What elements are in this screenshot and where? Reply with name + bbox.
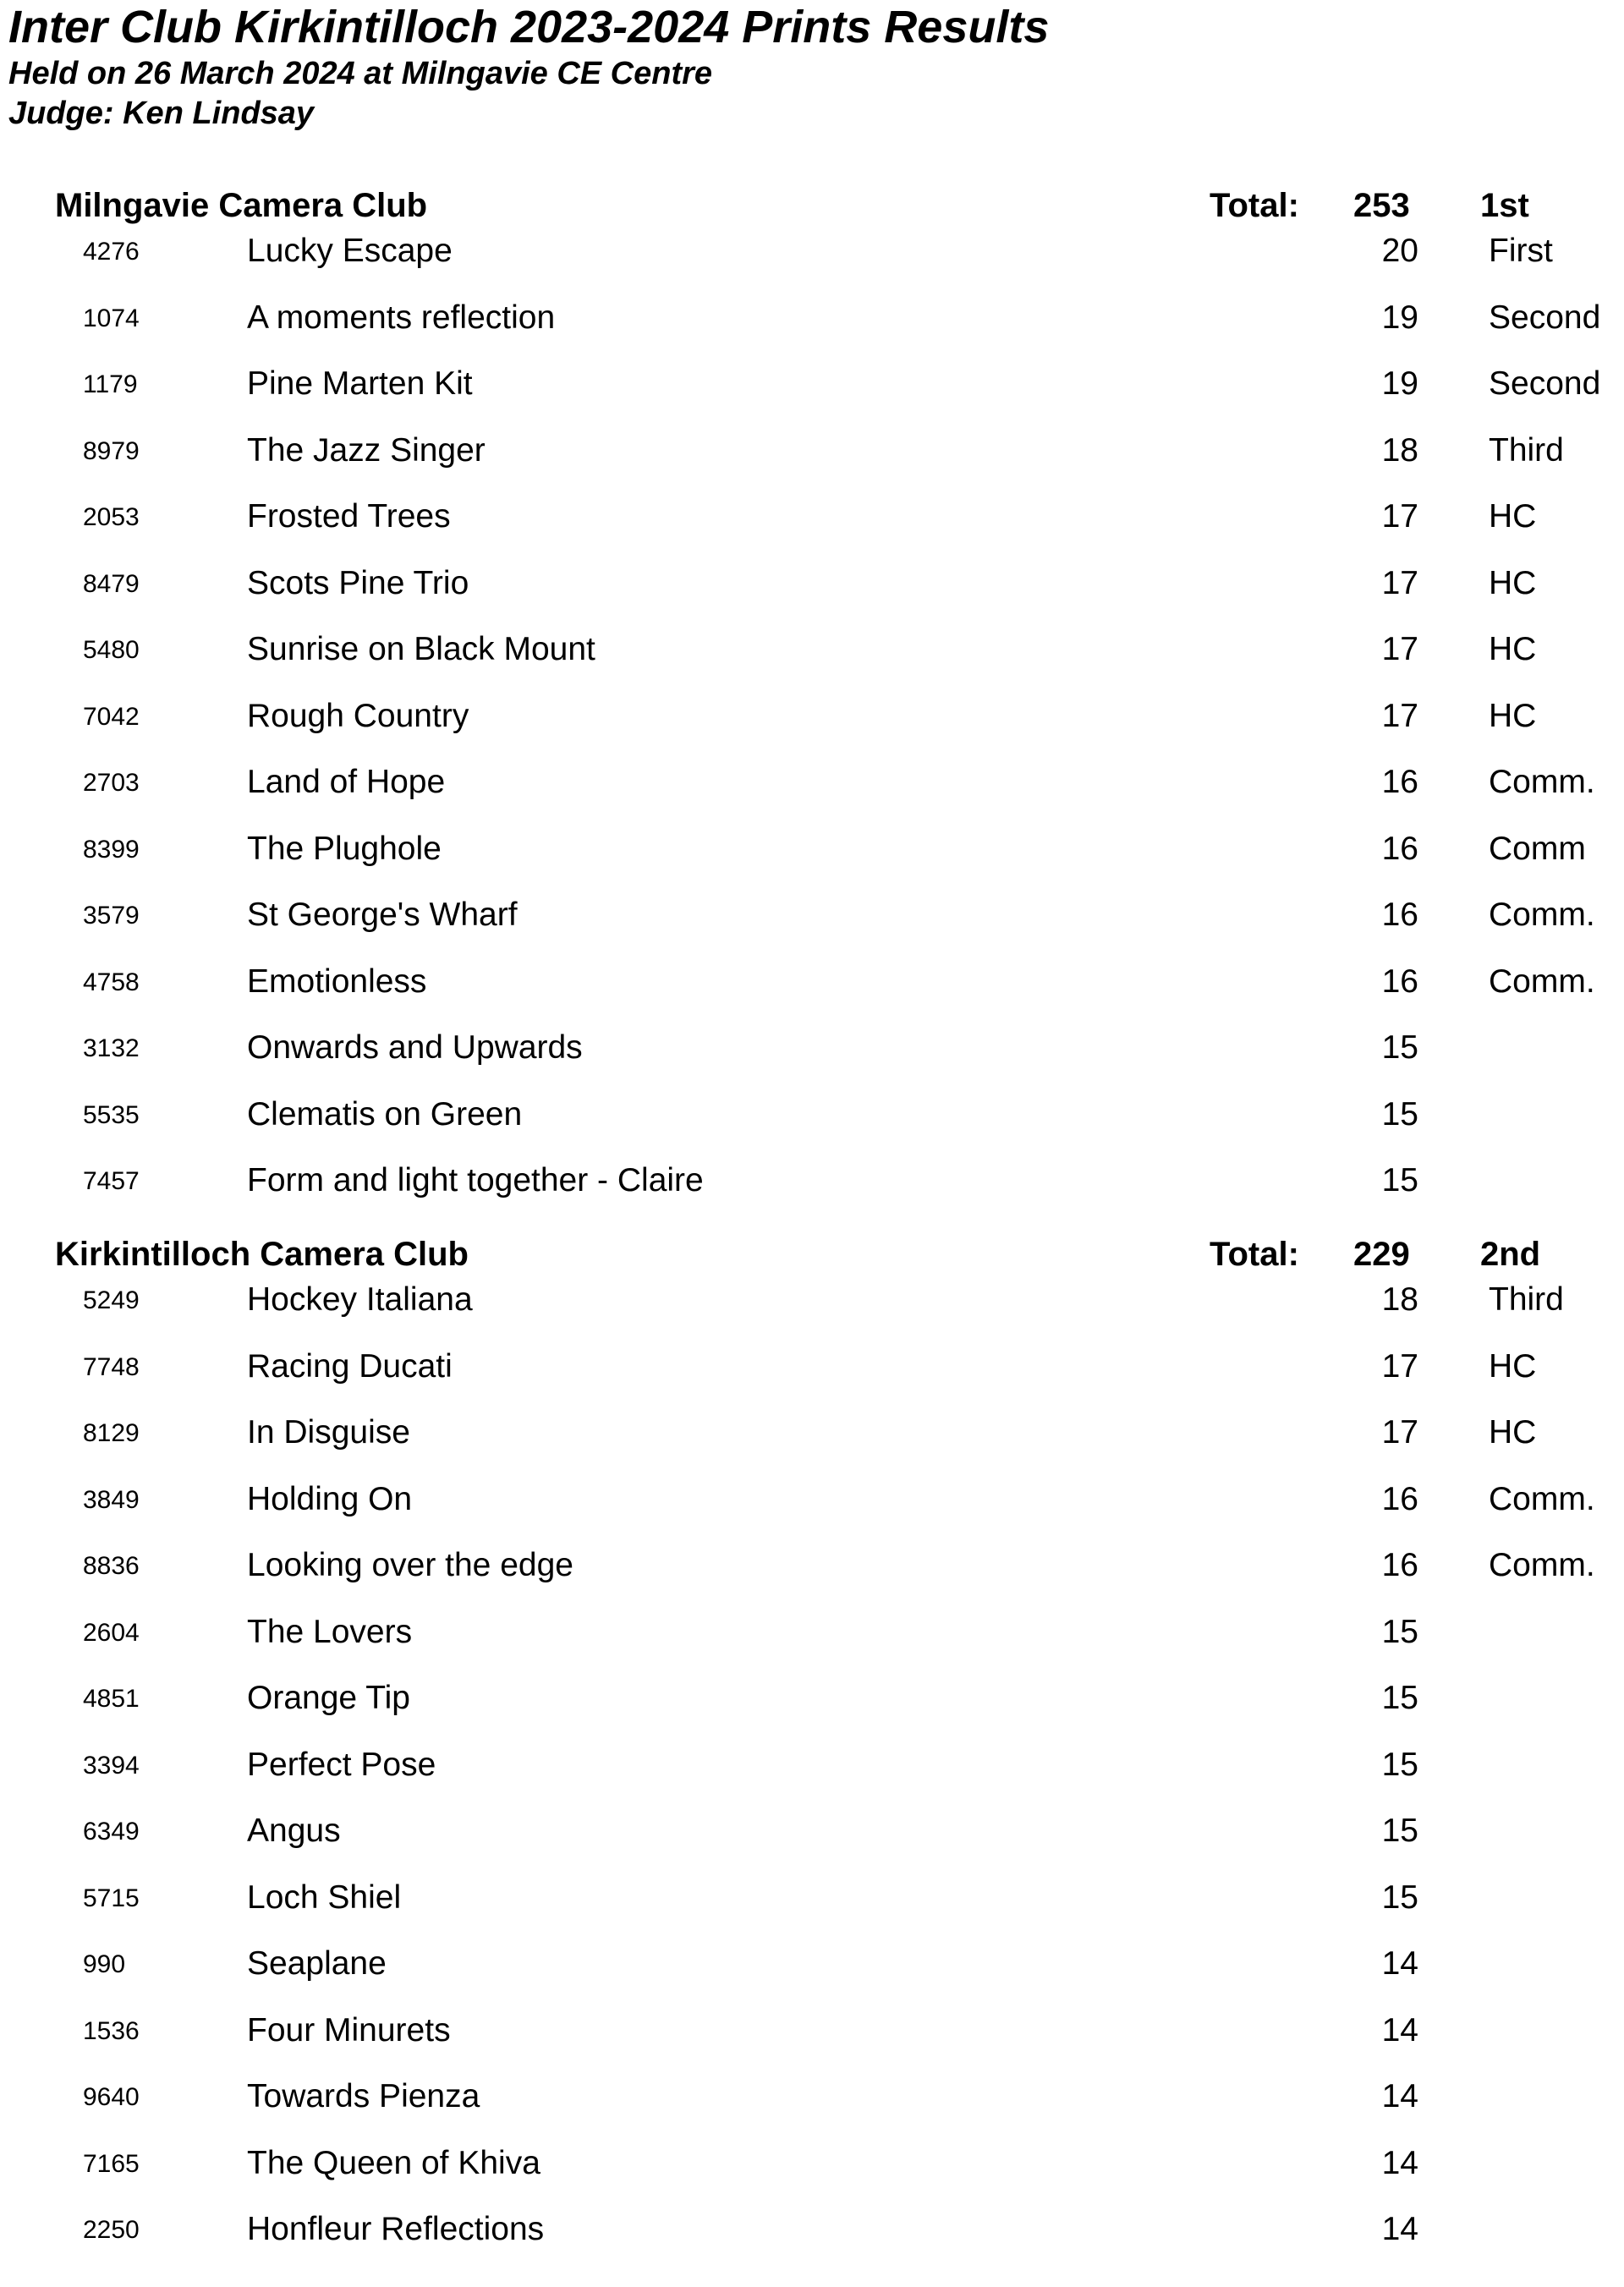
entry-title: Racing Ducati [247, 1347, 453, 1385]
entry-score: 14 [1381, 2144, 1418, 2181]
entry-number: 990 [83, 1950, 126, 1978]
entry-number: 3849 [83, 1485, 140, 1514]
entry-award: Comm. [1489, 897, 1595, 933]
entry-number: 5480 [83, 636, 140, 664]
entry-title: Holding On [247, 1480, 413, 1517]
document-header [8, 0, 1049, 134]
entry-number: 4851 [83, 1685, 140, 1713]
entry-row [0, 1345, 1624, 1412]
entry-score: 16 [1381, 764, 1418, 800]
entry-title: Form and light together - Claire [247, 1162, 704, 1198]
entry-title: Land of Hope [247, 764, 446, 800]
entry-title: Honfleur Reflections [247, 2211, 545, 2247]
entry-award: HC [1489, 697, 1537, 734]
entry-number: 5535 [83, 1100, 140, 1129]
entry-score: 19 [1381, 365, 1418, 402]
entry-number: 8399 [83, 835, 140, 864]
entry-score: 17 [1381, 697, 1418, 734]
entry-score: 15 [1381, 1095, 1418, 1133]
entry-row [0, 827, 1624, 894]
entry-number: 3394 [83, 1751, 140, 1780]
entry-title: The Plughole [247, 830, 442, 867]
entry-title: Loch Shiel [247, 1878, 402, 1916]
entry-row [0, 1676, 1624, 1743]
entry-number: 8479 [83, 569, 140, 598]
entry-row [0, 229, 1624, 296]
entry-score: 17 [1381, 1414, 1418, 1451]
entry-row [0, 2075, 1624, 2142]
entry-number: 8836 [83, 1552, 140, 1580]
entry-score: 15 [1381, 1746, 1418, 1783]
total-label: Total: [1210, 1236, 1299, 1273]
entry-number: 2053 [83, 503, 140, 531]
total-label: Total: [1210, 187, 1299, 224]
entry-number: 2703 [83, 769, 140, 797]
entry-score: 16 [1381, 1547, 1418, 1583]
entry-title: In Disguise [247, 1414, 410, 1451]
entry-list [0, 1278, 1624, 2274]
entry-row [0, 296, 1624, 363]
entry-award: HC [1489, 1347, 1537, 1385]
entry-score: 15 [1381, 1029, 1418, 1066]
entry-title: Scots Pine Trio [247, 564, 469, 601]
entry-award: Comm. [1489, 963, 1595, 1000]
entry-row [0, 2009, 1624, 2076]
entry-number: 2604 [83, 1618, 140, 1647]
entry-row [0, 628, 1624, 694]
document-title: Inter Club Kirkintilloch 2023-2024 Prints Results [8, 2, 1050, 52]
entry-title: Perfect Pose [247, 1746, 436, 1783]
entry-number: 4758 [83, 968, 140, 996]
entry-score: 16 [1381, 830, 1418, 867]
club-placing: 1st [1480, 187, 1529, 224]
entry-score: 14 [1381, 1945, 1418, 1982]
entry-title: The Queen of Khiva [247, 2144, 540, 2181]
entry-number: 5715 [83, 1884, 140, 1912]
entry-number: 7748 [83, 1352, 140, 1381]
entry-award: HC [1489, 564, 1537, 601]
entry-number: 4276 [83, 238, 140, 266]
entry-score: 17 [1381, 631, 1418, 667]
entry-score: 18 [1381, 1281, 1418, 1318]
entry-number: 7165 [83, 2149, 140, 2178]
entry-title: Rough Country [247, 697, 469, 734]
entry-number: 2250 [83, 2216, 140, 2244]
entry-number: 6349 [83, 1818, 140, 1846]
entry-title: Sunrise on Black Mount [247, 631, 595, 667]
entry-row [0, 1411, 1624, 1478]
club-header [0, 1231, 1624, 1278]
entry-list [0, 229, 1624, 1226]
entry-award: HC [1489, 631, 1537, 667]
entry-award: HC [1489, 1414, 1537, 1451]
entry-row [0, 2207, 1624, 2274]
entry-title: Four Minurets [247, 2011, 451, 2048]
entry-award: Comm. [1489, 1547, 1595, 1583]
entry-title: Pine Marten Kit [247, 365, 473, 402]
entry-row [0, 1478, 1624, 1544]
entry-title: Frosted Trees [247, 498, 451, 535]
entry-number: 5249 [83, 1286, 140, 1314]
entry-number: 1179 [83, 370, 138, 398]
entry-number: 8129 [83, 1419, 140, 1447]
entry-score: 17 [1381, 498, 1418, 535]
entry-row [0, 1876, 1624, 1943]
entry-score: 17 [1381, 1347, 1418, 1385]
entry-award: Comm. [1489, 764, 1595, 800]
entry-title: Angus [247, 1813, 341, 1849]
entry-row [0, 1026, 1624, 1093]
entry-score: 16 [1381, 1480, 1418, 1517]
entry-number: 9640 [83, 2083, 140, 2111]
entry-score: 20 [1381, 233, 1418, 269]
entry-title: Seaplane [247, 1945, 387, 1982]
entry-title: A moments reflection [247, 299, 556, 336]
entry-row [0, 893, 1624, 960]
entry-award: Second [1489, 299, 1601, 336]
entry-row [0, 1278, 1624, 1345]
entry-award: Comm [1489, 830, 1586, 867]
entry-score: 14 [1381, 2078, 1418, 2114]
entry-title: Onwards and Upwards [247, 1029, 583, 1066]
club-total-score: 253 [1353, 187, 1410, 224]
entry-row [0, 562, 1624, 628]
entry-award: Second [1489, 365, 1601, 402]
entry-title: The Jazz Singer [247, 431, 486, 469]
entry-number: 7042 [83, 702, 140, 731]
entry-row [0, 1809, 1624, 1876]
club-section-kirkintilloch [0, 1231, 1624, 2274]
entry-row [0, 960, 1624, 1027]
entry-award: Third [1489, 431, 1564, 469]
judge-name: Judge: Ken Lindsay [8, 96, 315, 131]
entry-number: 7457 [83, 1167, 140, 1195]
club-placing: 2nd [1480, 1236, 1541, 1273]
entry-row [0, 362, 1624, 429]
entry-title: St George's Wharf [247, 897, 518, 933]
entry-number: 1074 [83, 304, 140, 332]
club-header [0, 182, 1624, 229]
entry-title: Clematis on Green [247, 1095, 523, 1133]
entry-title: Looking over the edge [247, 1547, 573, 1583]
entry-row [0, 1159, 1624, 1226]
entry-award: Comm. [1489, 1480, 1595, 1517]
entry-score: 17 [1381, 564, 1418, 601]
entry-title: Lucky Escape [247, 233, 453, 269]
club-name: Kirkintilloch Camera Club [55, 1236, 469, 1273]
entry-number: 8979 [83, 436, 140, 465]
entry-row [0, 1544, 1624, 1610]
entry-row [0, 1093, 1624, 1160]
entry-title: Emotionless [247, 963, 427, 1000]
entry-row [0, 1743, 1624, 1810]
entry-score: 14 [1381, 2011, 1418, 2048]
entry-title: Hockey Italiana [247, 1281, 473, 1318]
club-section-milngavie [0, 182, 1624, 1226]
entry-row [0, 495, 1624, 562]
entry-award: Third [1489, 1281, 1564, 1318]
entry-score: 15 [1381, 1162, 1418, 1198]
club-total-score: 229 [1353, 1236, 1410, 1273]
entry-score: 15 [1381, 1613, 1418, 1650]
club-name: Milngavie Camera Club [55, 187, 428, 224]
entry-award: First [1489, 233, 1553, 269]
entry-score: 15 [1381, 1813, 1418, 1849]
entry-row [0, 694, 1624, 761]
entry-score: 16 [1381, 897, 1418, 933]
entry-score: 15 [1381, 1878, 1418, 1916]
entry-number: 3579 [83, 902, 140, 930]
entry-title: Towards Pienza [247, 2078, 480, 2114]
event-details: Held on 26 March 2024 at Milngavie CE Centre [8, 56, 713, 91]
entry-row [0, 760, 1624, 827]
entry-score: 16 [1381, 963, 1418, 1000]
entry-award: HC [1489, 498, 1537, 535]
entry-title: The Lovers [247, 1613, 413, 1650]
entry-number: 3132 [83, 1034, 140, 1062]
entry-title: Orange Tip [247, 1680, 410, 1716]
entry-row [0, 1942, 1624, 2009]
entry-row [0, 2142, 1624, 2208]
entry-score: 19 [1381, 299, 1418, 336]
entry-row [0, 429, 1624, 496]
entry-row [0, 1610, 1624, 1677]
entry-score: 18 [1381, 431, 1418, 469]
entry-number: 1536 [83, 2016, 140, 2045]
entry-score: 14 [1381, 2211, 1418, 2247]
entry-score: 15 [1381, 1680, 1418, 1716]
